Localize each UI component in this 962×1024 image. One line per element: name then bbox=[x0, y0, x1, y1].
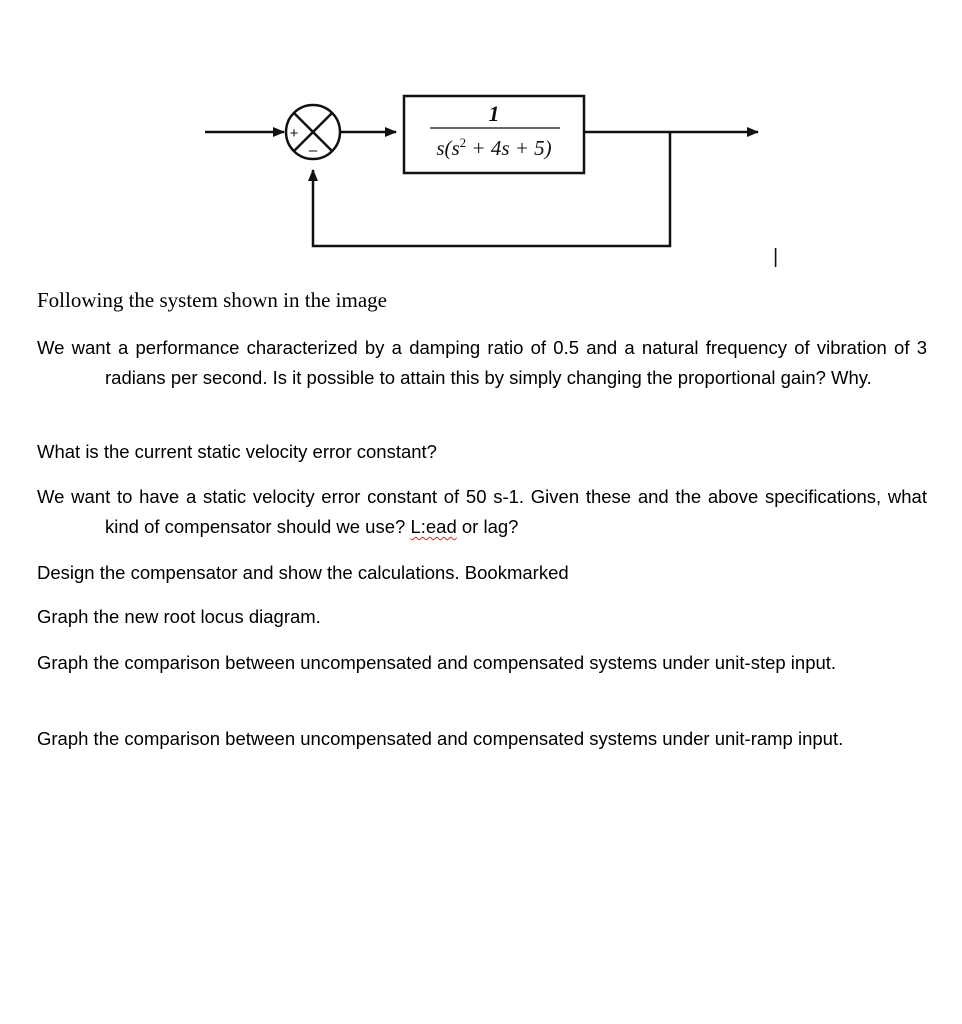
transfer-function-denominator: $s(s^2 + 4s + 5)$ bbox=[436, 135, 552, 160]
question-7: Graph the comparison between uncompensated and compensated systems under unit-ramp input. bbox=[37, 728, 844, 749]
question-4: Design the compensator and show the calculations. Bookmarked bbox=[37, 562, 569, 583]
question-3: We want to have a static velocity error constant of 50 s-1. Given these and the above specifications, what kind of compensator should we use? L:ead or lag? bbox=[37, 486, 927, 537]
question-5: Graph the new root locus diagram. bbox=[37, 606, 321, 627]
question-6: Graph the comparison between uncompensated and compensated systems under unit-step input. bbox=[37, 652, 837, 673]
summing-junction bbox=[286, 105, 340, 159]
plus-sign: + bbox=[289, 125, 299, 142]
text-cursor: | bbox=[773, 246, 779, 268]
transfer-function-numerator: 1 bbox=[488, 101, 500, 126]
question-2: What is the current static velocity error constant? bbox=[37, 441, 437, 462]
minus-sign: – bbox=[308, 142, 318, 159]
misspelled-word: L:ead bbox=[410, 516, 457, 537]
question-1: We want a performance characterized by a damping ratio of 0.5 and a natural frequency of vibration of 3 radians per second. Is it possible to attain this by simply changing the proportional gain? Why. bbox=[37, 337, 927, 388]
intro-caption: Following the system shown in the image bbox=[37, 288, 387, 312]
